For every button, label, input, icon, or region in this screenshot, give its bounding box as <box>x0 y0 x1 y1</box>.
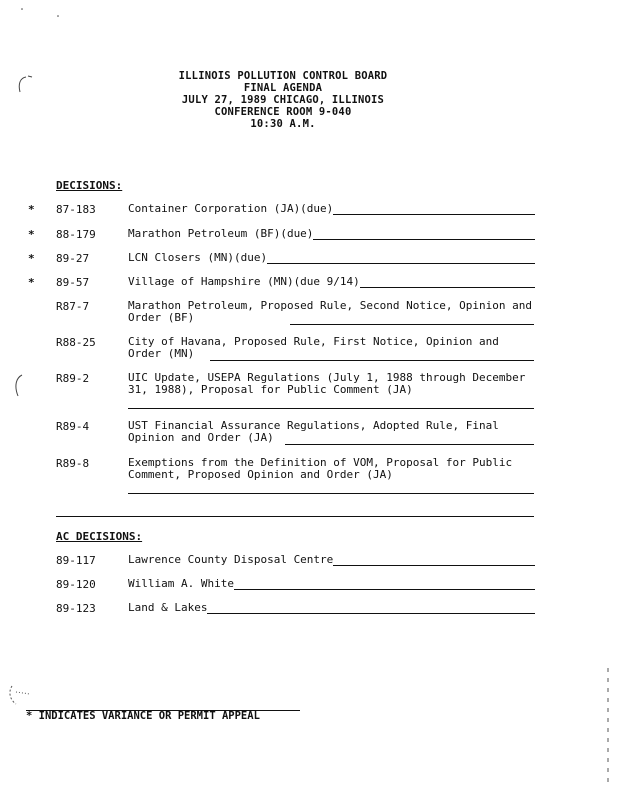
case-description: William A. White <box>128 578 535 590</box>
case-description: Village of Hampshire (MN)(due 9/14) <box>128 276 535 288</box>
scan-artifact-mark <box>10 372 30 400</box>
case-number: R88-25 <box>56 336 96 349</box>
case-description: Marathon Petroleum (BF)(due) <box>128 228 535 240</box>
case-description: Lawrence County Disposal Centre <box>128 554 535 566</box>
scan-artifact-mark <box>20 6 70 20</box>
board-name: ILLINOIS POLLUTION CONTROL BOARD <box>178 70 388 82</box>
scan-artifact-mark <box>14 74 36 98</box>
case-description: UST Financial Assurance Regulations, Adopted Rule, Final Opinion and Order (JA) <box>128 419 499 444</box>
case-description: Exemptions from the Definition of VOM, Proposal for Public Comment, Proposed Opinion and Order (JA) <box>128 456 513 481</box>
variance-marker: * <box>28 252 35 265</box>
variance-legend: * INDICATES VARIANCE OR PERMIT APPEAL <box>26 710 260 722</box>
case-number: R89-4 <box>56 420 90 433</box>
signature-line <box>128 493 534 494</box>
case-number: 89-123 <box>56 602 96 615</box>
case-description: Marathon Petroleum, Proposed Rule, Second Notice, Opinion and Order (BF) <box>128 299 532 324</box>
variance-marker: * <box>28 276 35 289</box>
case-number: 87-183 <box>56 203 96 216</box>
case-number: 89-117 <box>56 554 96 567</box>
case-number: 89-120 <box>56 578 96 591</box>
decisions-heading: DECISIONS: <box>56 179 123 192</box>
signature-line <box>210 360 534 361</box>
scan-artifact-mark <box>604 668 612 788</box>
case-description: LCN Closers (MN)(due) <box>128 252 535 264</box>
case-description: Container Corporation (JA)(due) <box>128 203 535 215</box>
ac-decisions-heading: AC DECISIONS: <box>56 530 143 543</box>
meeting-room: CONFERENCE ROOM 9-040 <box>214 106 352 118</box>
case-number: R89-2 <box>56 372 90 385</box>
case-description: City of Havana, Proposed Rule, First Notice, Opinion and Order (MN) <box>128 335 499 360</box>
case-number: R87-7 <box>56 300 90 313</box>
case-description: Land & Lakes <box>128 602 535 614</box>
case-number: 89-57 <box>56 276 90 289</box>
case-number: 88-179 <box>56 228 96 241</box>
signature-line <box>285 444 534 445</box>
variance-marker: * <box>28 203 35 216</box>
variance-marker: * <box>28 228 35 241</box>
case-number: 89-27 <box>56 252 90 265</box>
case-number: R89-8 <box>56 457 90 470</box>
meeting-date-location: JULY 27, 1989 CHICAGO, ILLINOIS <box>181 94 385 106</box>
case-description: UIC Update, USEPA Regulations (July 1, 1988 through December 31, 1988), Proposal for Public Comment (JA) <box>128 371 526 396</box>
scan-artifact-mark <box>6 680 40 708</box>
meeting-time: 10:30 A.M. <box>250 118 316 130</box>
signature-line <box>128 408 534 409</box>
section-divider <box>56 516 534 517</box>
signature-line <box>290 324 534 325</box>
agenda-title: FINAL AGENDA <box>243 82 323 94</box>
